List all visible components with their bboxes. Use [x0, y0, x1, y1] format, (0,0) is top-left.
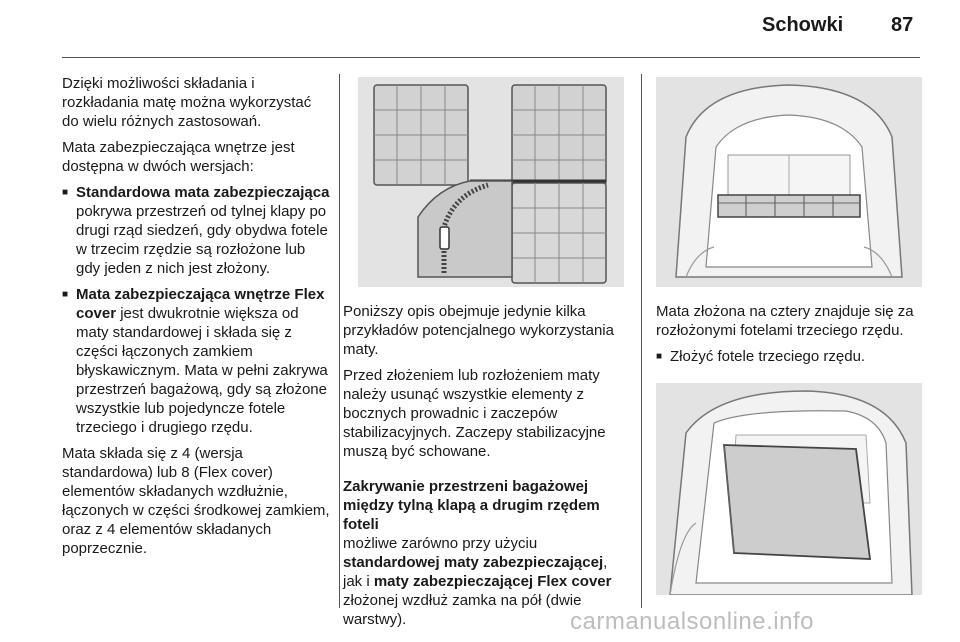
versions-paragraph: Mata zabezpieczająca wnętrze jest dostępna w dwóch wersjach: [62, 139, 295, 175]
bullet-fold-seats-text: Złożyć fotele trzeciego rzędu. [670, 348, 866, 365]
column-1 [62, 74, 330, 565]
trunk-flat-mat-illustration [656, 383, 922, 595]
bullet-fold-seats [656, 347, 922, 366]
bullet-flex-cover [62, 285, 330, 437]
usage-flex-cover: maty zabezpieczającej Flex cover [373, 573, 612, 590]
column-divider-right [641, 74, 642, 608]
elements-paragraph: Mata składa się z 4 (wersja standardowa) lub 8 (Flex cover) elementów składanych wzdłużnie, łączonych w części środkowej zamkiem, oraz z 4 elementów składanych poprzecznie. [62, 445, 330, 557]
intro-paragraph: Dzięki możliwości składania i rozkładania matę można wykorzystać do wielu różnych zastosowań. [62, 75, 312, 130]
preparation-paragraph: Przed złożeniem lub rozłożeniem maty należy usunąć wszystkie elementy z bocznych prowadnic i zaczepów stabilizacyjnych. Zaczepy stabilizacyjne muszą być schowane. [343, 367, 606, 460]
column-2 [343, 302, 624, 636]
examples-paragraph: Poniższy opis obejmuje jedynie kilka przykładów potencjalnego wykorzystania maty. [343, 303, 614, 358]
page-number: 87 [891, 14, 914, 36]
mat-zipper-illustration [358, 77, 624, 287]
bullet-standard-mat-text: pokrywa przestrzeń od tylnej klapy po drugi rząd siedzeń, gdy obydwa fotele w trzecim rzędzie są rozłożone lub gdy jeden z nich jest złożony. [76, 203, 328, 277]
usage-text-2: , jak i [343, 554, 608, 590]
usage-text-3: złożonej wzdłuż zamka na pół (dwie warstwy). [343, 592, 582, 628]
header-rule [62, 57, 920, 58]
bullet-square-icon: ■ [62, 187, 69, 198]
bullet-flex-cover-title: Mata zabezpieczająca wnętrze Flex cover [76, 286, 325, 322]
column-divider-left [339, 74, 340, 608]
bullet-square-icon: ■ [656, 351, 663, 362]
watermark-text: carmanualsonline.info [570, 608, 814, 635]
folded-mat-paragraph: Mata złożona na cztery znajduje się za rozłożonymi fotelami trzeciego rzędu. [656, 303, 914, 339]
page-section-title: Schowki [762, 14, 844, 36]
usage-standard-mat: standardowej maty zabezpieczającej [343, 554, 604, 571]
section-heading: Zakrywanie przestrzeni bagażowej między tylną klapą a drugim rzędem foteli [343, 478, 600, 533]
bullet-standard-mat-title: Standardowa mata zabezpieczająca [76, 184, 330, 201]
usage-text-1: możliwe zarówno przy użyciu [343, 535, 538, 552]
column-3 [656, 302, 922, 373]
bullet-standard-mat [62, 183, 330, 278]
bullet-flex-cover-text: jest dwukrotnie większa od maty standardowej i składa się z części łączonych zamkiem błyskawicznym. Mata w pełni zakrywa przestrzeń bagażową, gdy są złożone wszystkie lub pojedyncze fotele trzeciego i drugiego rzędu. [76, 305, 328, 436]
trunk-folded-mat-illustration [656, 77, 922, 287]
bullet-square-icon: ■ [62, 289, 69, 300]
